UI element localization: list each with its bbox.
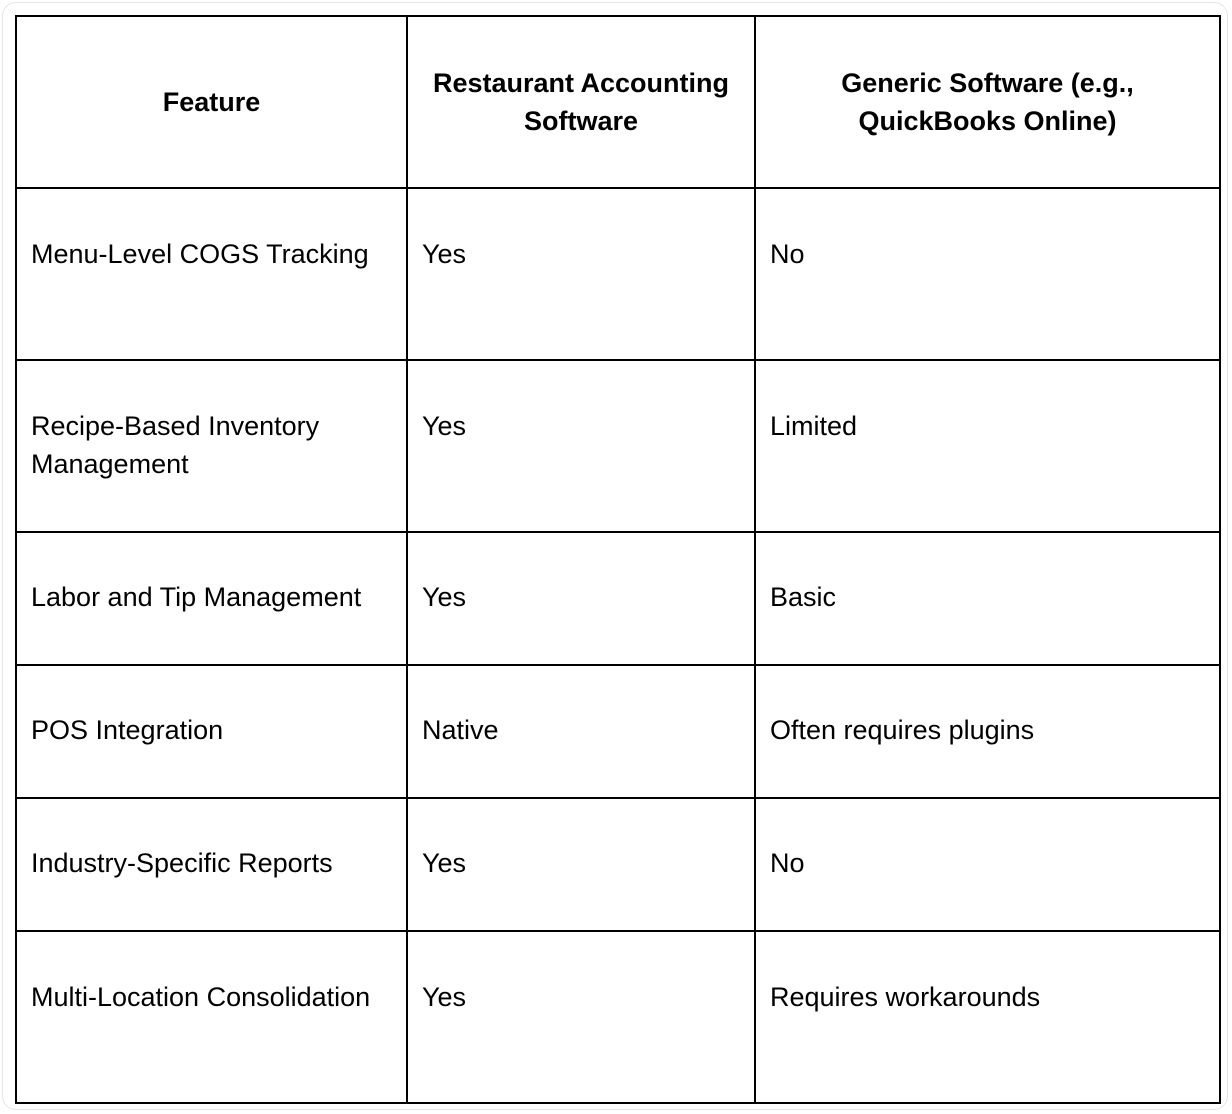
restaurant-value-cell: Yes [407, 532, 755, 665]
restaurant-value-cell: Yes [407, 188, 755, 360]
feature-cell: Labor and Tip Management [16, 532, 407, 665]
generic-value-cell: Requires workarounds [755, 931, 1220, 1103]
restaurant-value-cell: Yes [407, 360, 755, 532]
table-row [16, 360, 1220, 532]
feature-cell: Menu-Level COGS Tracking [16, 188, 407, 360]
feature-cell: Industry-Specific Reports [16, 798, 407, 931]
generic-value-cell: No [755, 188, 1220, 360]
feature-cell: Multi-Location Consolidation [16, 931, 407, 1103]
table-row [16, 665, 1220, 798]
restaurant-value-cell: Yes [407, 931, 755, 1103]
comparison-table [15, 15, 1221, 1104]
header-row [16, 16, 1220, 188]
table-row [16, 931, 1220, 1103]
generic-value-cell: Basic [755, 532, 1220, 665]
feature-cell: POS Integration [16, 665, 407, 798]
restaurant-value-cell: Yes [407, 798, 755, 931]
header-feature: Feature [16, 16, 407, 188]
header-generic-software: Generic Software (e.g., QuickBooks Online) [755, 16, 1220, 188]
header-restaurant-software: Restaurant Accounting Software [407, 16, 755, 188]
table-row [16, 798, 1220, 931]
generic-value-cell: No [755, 798, 1220, 931]
table-row [16, 188, 1220, 360]
table-row [16, 532, 1220, 665]
generic-value-cell: Limited [755, 360, 1220, 532]
feature-cell: Recipe-Based Inventory Management [16, 360, 407, 532]
generic-value-cell: Often requires plugins [755, 665, 1220, 798]
restaurant-value-cell: Native [407, 665, 755, 798]
